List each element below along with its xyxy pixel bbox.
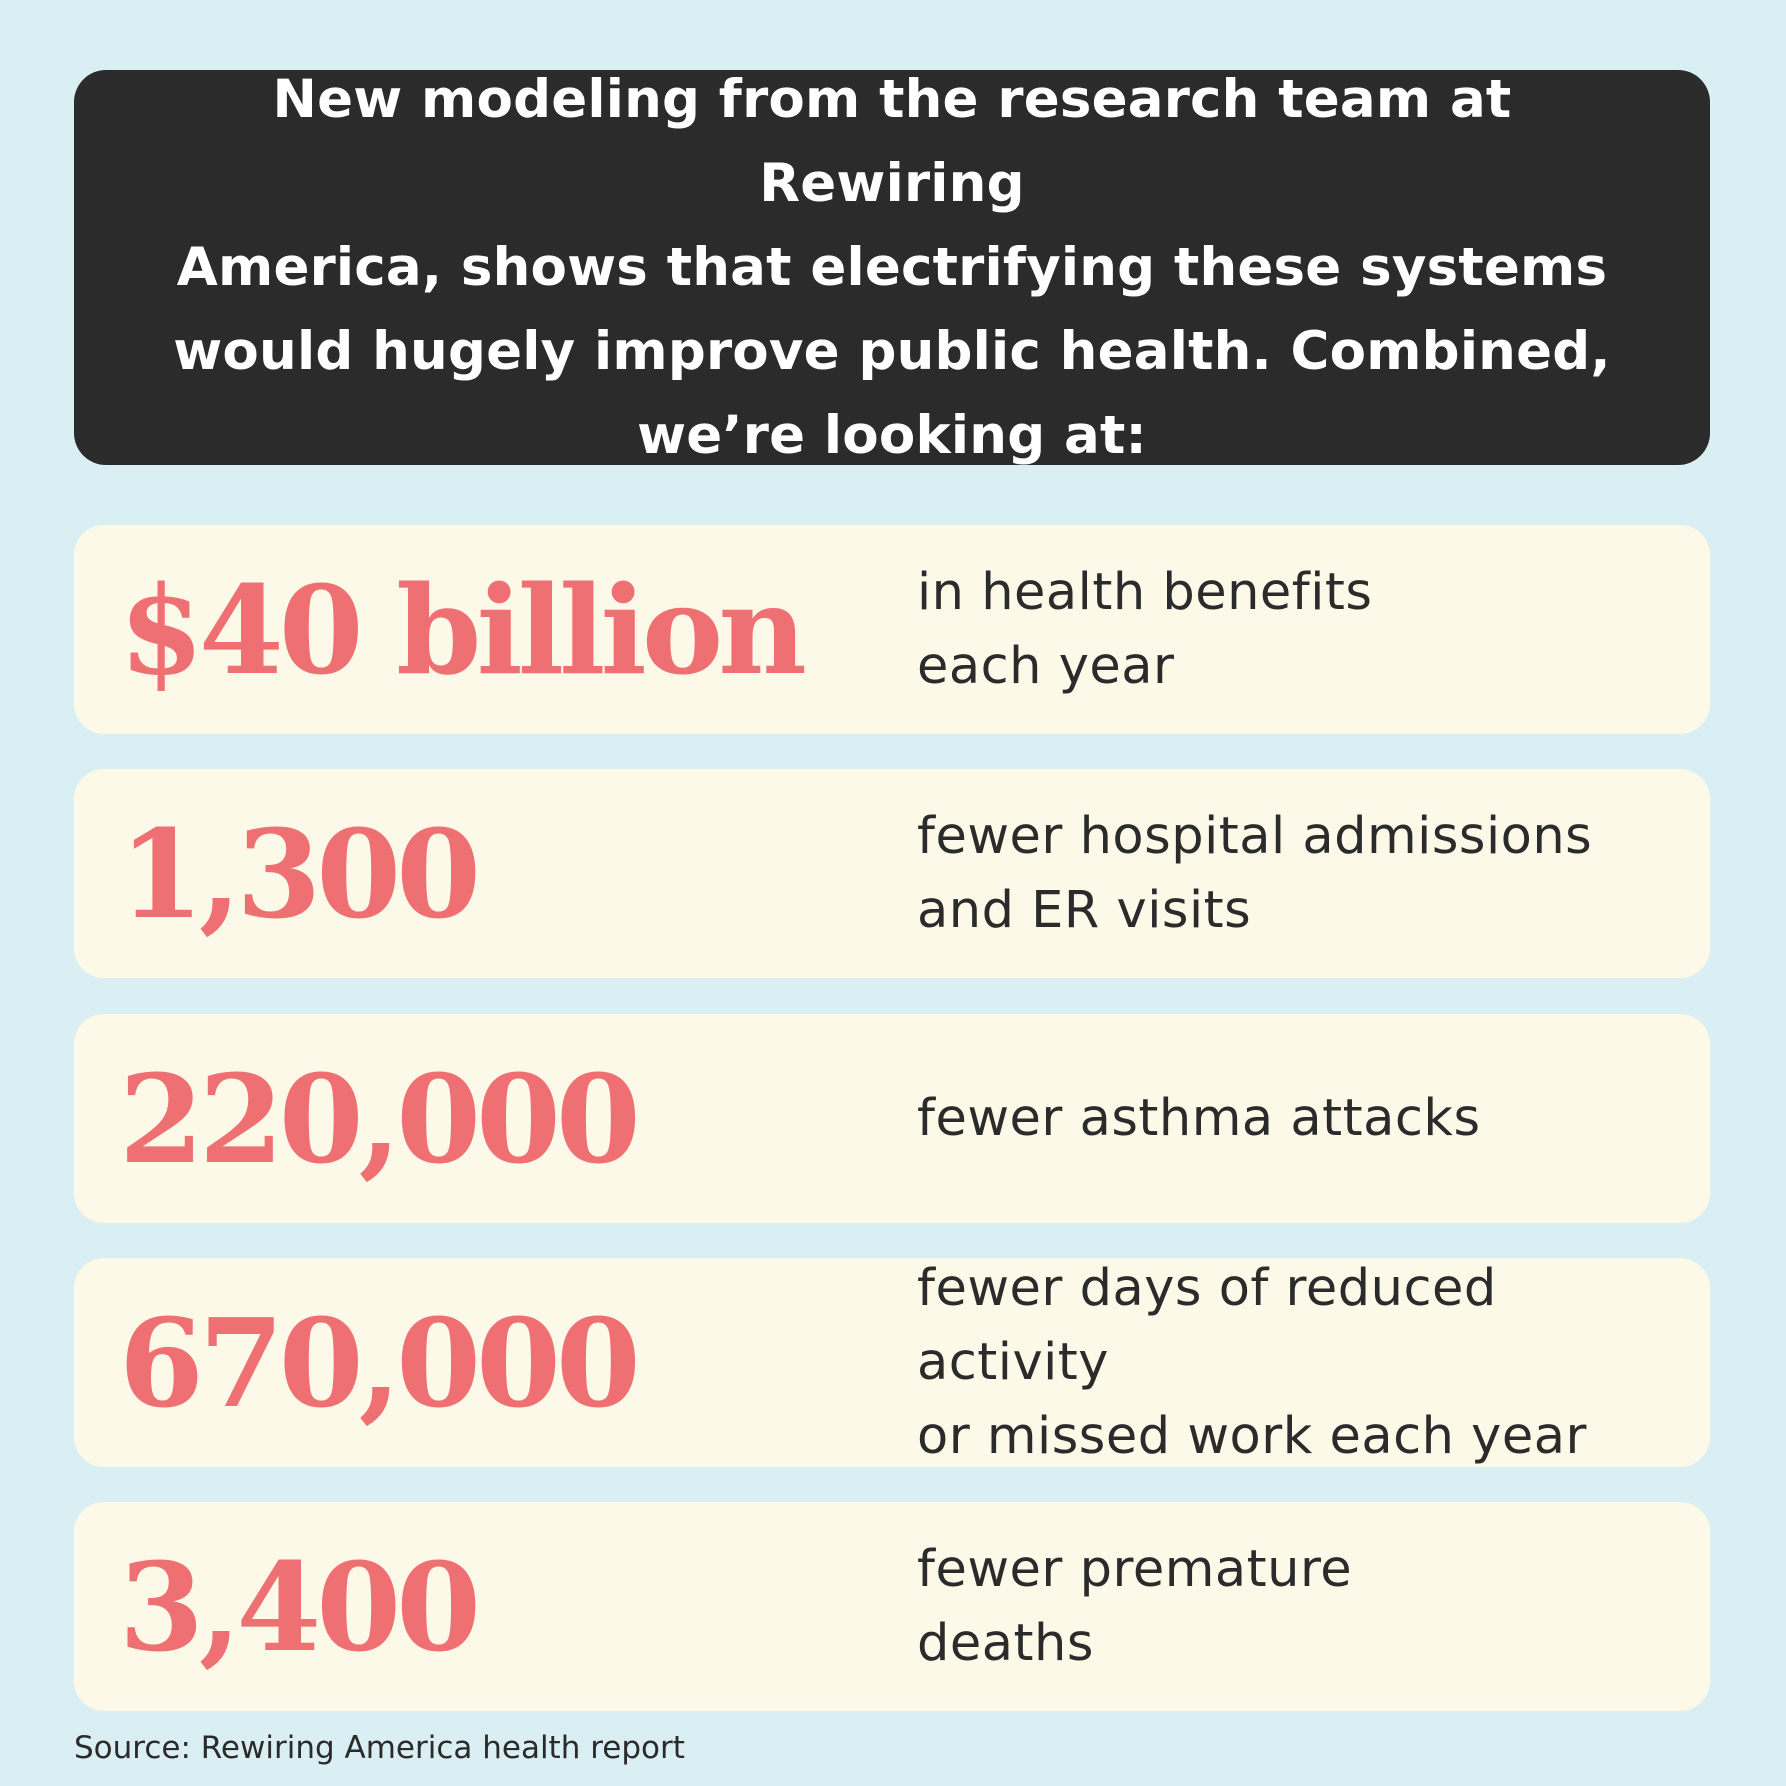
stat-card-asthma-attacks [74, 1014, 1710, 1223]
stat-description-line: fewer asthma attacks [917, 1088, 1481, 1148]
intro-text [164, 58, 1620, 478]
intro-line-2: America, shows that electrifying these systems [176, 236, 1608, 298]
stat-value: 220,000 [119, 1046, 636, 1191]
stat-card-health-benefits [74, 525, 1710, 734]
stat-description-line: deaths [917, 1613, 1094, 1673]
stat-value: 1,300 [119, 801, 477, 946]
stat-description [917, 1258, 1697, 1467]
stat-value: 3,400 [119, 1534, 477, 1679]
intro-line-4: we’re looking at: [637, 404, 1147, 466]
stat-description [917, 769, 1697, 978]
stat-description-line: fewer days of reduced activity [917, 1258, 1497, 1392]
stat-description-line: fewer hospital admissions [917, 806, 1593, 866]
stat-description [917, 1014, 1697, 1223]
stat-description [917, 525, 1697, 734]
stat-card-reduced-activity [74, 1258, 1710, 1467]
stat-description-line: each year [917, 636, 1175, 696]
source-note: Source: Rewiring America health report [74, 1730, 685, 1766]
stat-card-premature-deaths [74, 1502, 1710, 1711]
stat-description [917, 1502, 1697, 1711]
stat-description-line: or missed work each year [917, 1406, 1587, 1466]
stat-value: 670,000 [119, 1290, 636, 1435]
stat-description-line: fewer premature [917, 1539, 1353, 1599]
intro-banner [74, 70, 1710, 465]
stat-description-line: and ER visits [917, 880, 1252, 940]
stat-card-hospital-admissions [74, 769, 1710, 978]
intro-line-3: would hugely improve public health. Combined, [173, 320, 1611, 382]
stat-value: $40 billion [119, 557, 802, 702]
stat-description-line: in health benefits [917, 562, 1373, 622]
intro-line-1: New modeling from the research team at Rewiring [272, 68, 1512, 214]
